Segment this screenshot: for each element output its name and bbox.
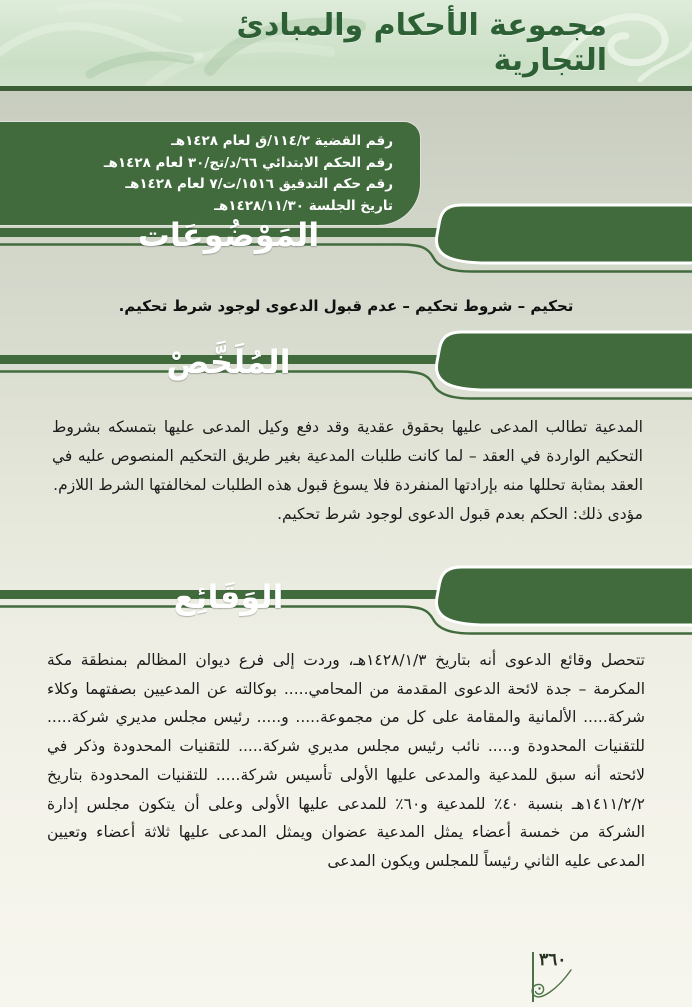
section-ribbon-topics <box>0 202 692 282</box>
section-title-summary: المُلَخَّصْ <box>166 343 291 381</box>
header-band <box>0 0 692 86</box>
section-title-topics: المَوْضُوعَات <box>137 216 320 254</box>
section-title-facts: الوَقَائِع <box>173 578 284 616</box>
summary-body <box>52 413 643 529</box>
footer-flourish-icon <box>527 968 573 1006</box>
topics-body: تحكيم – شروط تحكيم – عدم قبول الدعوى لوجود شرط تحكيم. <box>118 297 574 315</box>
section-ribbon-summary <box>0 329 692 409</box>
summary-conclusion: مؤدى ذلك: الحكم بعدم قبول الدعوى لوجود شرط تحكيم. <box>277 505 643 523</box>
section-ribbon-facts <box>0 564 692 644</box>
facts-body: تتحصل وقائع الدعوى أنه بتاريخ ١٤٢٨/١/٣هـ، وردت إلى فرع ديوان المظالم بمنطقة مكة المكرمة – جدة لائحة الدعوى المقدمة من المحامي..... بوكالته عن المدعيين بصفتهما وكلاء شركة..... الألمانية والمقامة على كل من مجموعة..... و..... رئيس مجلس مديري شركة..... للتقنيات المحدودة و..... نائب رئيس مجلس مديري شركة..... للتقنيات المحدودة وذكر في لائحته أنه سبق للمدعية والمدعى عليها الأولى تأسيس شركة..... للتقنيات المحدودة بتاريخ ١٤١١/٢/٢هـ بنسبة ٤٠٪ للمدعية و٦٠٪ للمدعى عليها الأولى وعلى أن يتكون مجلس إدارة الشركة من خمسة أعضاء يمثل المدعية عضوان ويمثل المدعى عليها ثلاثة أعضاء وتعيين المدعى عليه الثاني رئيساً للمجلس ويكون المدعى <box>47 651 646 870</box>
case-number-line: رقم القضية ١١٤/٢/ق لعام ١٤٢٨هـ <box>171 133 393 149</box>
book-title: مجموعة الأحكام والمبادئ التجارية <box>236 8 607 78</box>
page-number: ٣٦٠ <box>539 950 567 970</box>
summary-paragraph: المدعية تطالب المدعى عليها بحقوق عقدية وقد دفع وكيل المدعى عليها بتمسكه بشروط التحكيم الواردة في العقد – لما كانت طلبات المدعية بغير طريق التحكيم المنصوص عليه في العقد بمثابة تحللها منه بإرادتها المنفردة فلا يسوغ قبول هذه الطلبات لمخالفتها الشرط اللازم. <box>52 418 643 494</box>
initial-ruling-line: رقم الحكم الابتدائي ٦٦/د/تج/٣٠ لعام ١٤٢٨هـ <box>103 154 393 171</box>
session-date-line: تاريخ الجلسة ١٤٢٨/١١/٣٠هـ <box>214 197 393 214</box>
audit-ruling-line: رقم حكم التدقيق ١٥١٦/ت/٧ لعام ١٤٢٨هـ <box>125 176 393 192</box>
